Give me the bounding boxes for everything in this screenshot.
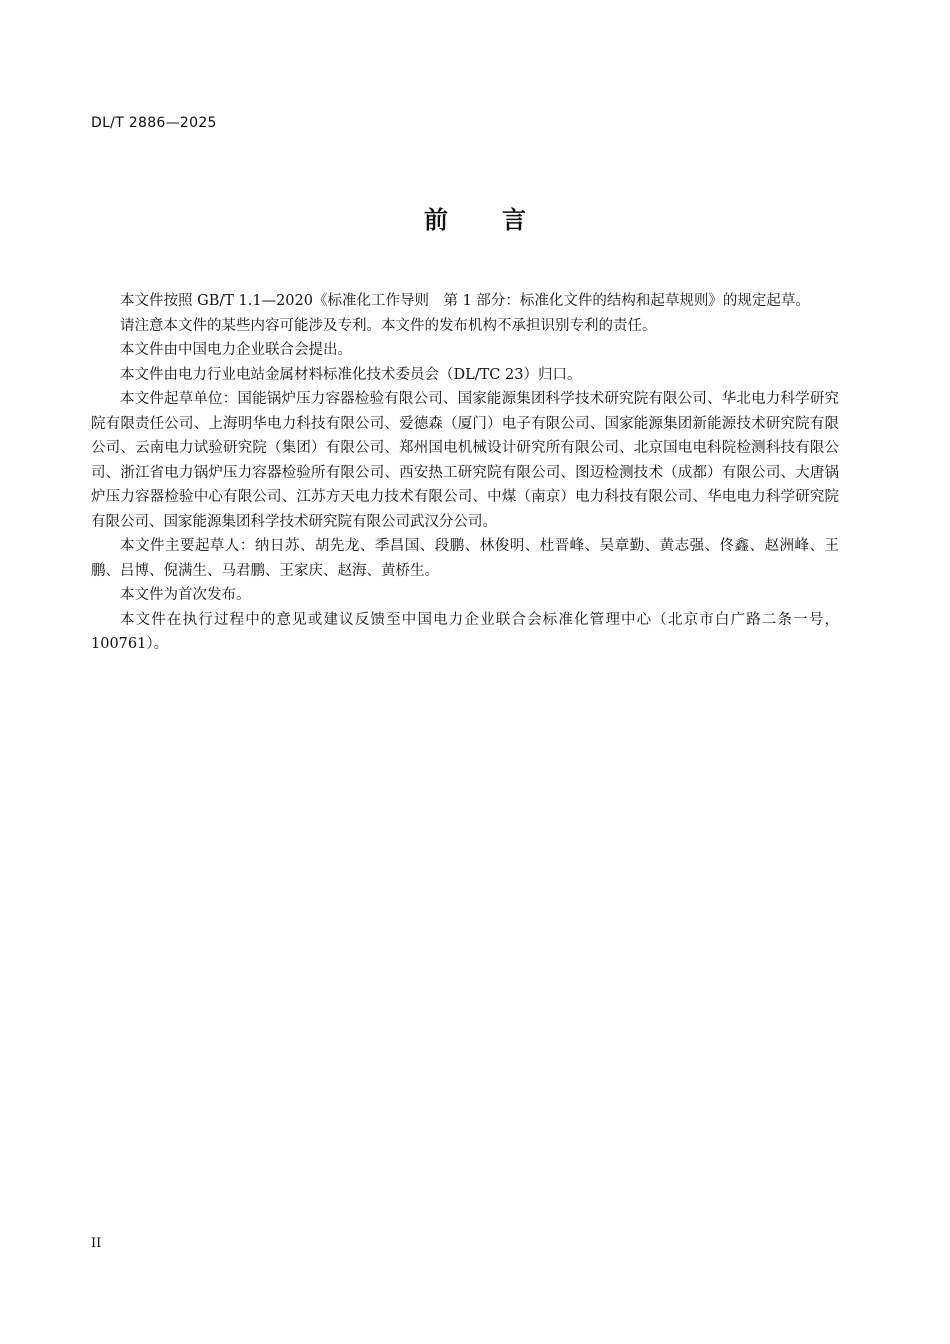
paragraph-committee: 本文件由电力行业电站金属材料标准化技术委员会（DL/TC 23）归口。 bbox=[120, 366, 582, 383]
foreword-body bbox=[91, 289, 839, 657]
paragraph-first-release: 本文件为首次发布。 bbox=[120, 587, 251, 603]
doc-code: DL/T 2886—2025 bbox=[91, 115, 217, 131]
page-number: II bbox=[91, 1236, 102, 1251]
page-title: 前言 bbox=[424, 206, 580, 234]
paragraph-proposer: 本文件由中国电力企业联合会提出。 bbox=[120, 342, 352, 358]
paragraph-drafting-units: 本文件起草单位：国能锅炉压力容器检验有限公司、国家能源集团科学技术研究院有限公司、华北电力科学研究院有限责任公司、上海明华电力科技有限公司、爱德森（厦门）电子有限公司、国家能源集团新能源技术研究院有限公司、云南电力试验研究院（集团）有限公司、郑州国电机械设计研究所有限公司、北京国电电科院检测科技有限公司、浙江省电力锅炉压力容器检验所有限公司、西安热工研究院有限公司、图迈检测技术（成都）有限公司、大唐锅炉压力容器检验中心有限公司、江苏方天电力技术有限公司、中煤（南京）电力科技有限公司、华电电力科学研究院有限公司、国家能源集团科学技术研究院有限公司武汉分公司。 bbox=[91, 391, 839, 530]
paragraph-drafting-basis: 本文件按照 GB/T 1.1—2020《标准化工作导则 第 1 部分：标准化文件的结构和起草规则》的规定起草。 bbox=[120, 293, 810, 309]
paragraph-drafters: 本文件主要起草人：纳日苏、胡先龙、季昌国、段鹏、林俊明、杜晋峰、吴章勤、黄志强、佟鑫、赵洲峰、王鹏、吕博、倪满生、马君鹏、王家庆、赵海、黄桥生。 bbox=[91, 538, 839, 579]
paragraph-patent-notice: 请注意本文件的某些内容可能涉及专利。本文件的发布机构不承担识别专利的责任。 bbox=[120, 317, 657, 334]
paragraph-feedback: 本文件在执行过程中的意见或建议反馈至中国电力企业联合会标准化管理中心（北京市白广路二条一号，100761）。 bbox=[91, 611, 839, 652]
